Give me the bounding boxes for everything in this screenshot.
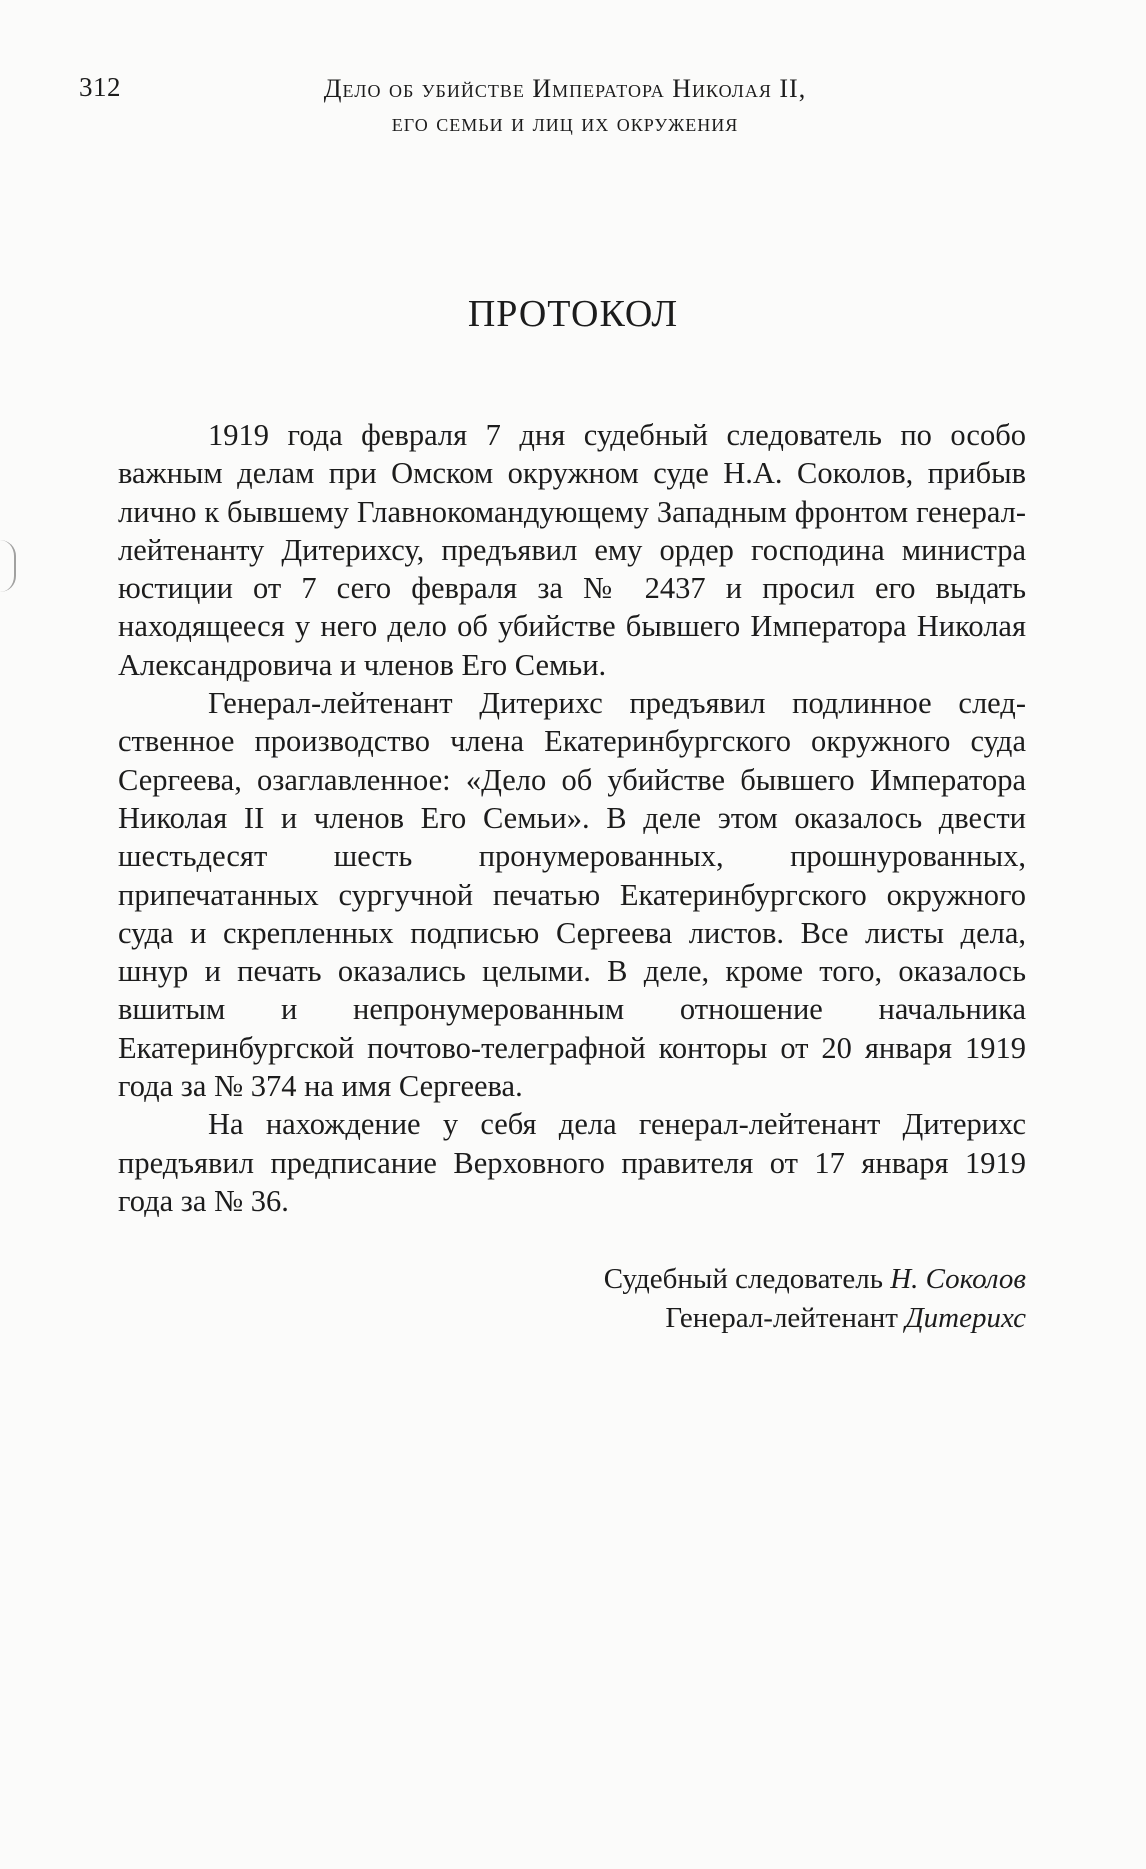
signature-block [604, 1260, 1026, 1338]
document-title: ПРОТОКОЛ [467, 293, 679, 335]
paragraph-2: Генерал-лейтенант Дитерихс предъявил подлинное следственное производство члена Екатеринбургского окружного суда Сергеева, озаглавленное: «Дело об убийстве бывшего Императора Николая II и членов Его Семьи». В деле этом оказалось двести шестьдесят шесть пронумерованных, прошнурованных, припечатанных сургучной печатью Екатеринбургского окружного суда и скрепленных подписью Сергеева листов. Все листы дела, шнур и печать оказались целыми. В деле, кроме того, оказалось вшитым и непронумерованным отношение начальника Екатеринбургской почтово-телеграфной конторы от 20 января 1919 года за № 374 на имя Сергеева. [118, 686, 1026, 1104]
protocol-body [118, 416, 1026, 1220]
paragraph-3: На нахождение у себя дела генерал-лейтенант Дитерихс предъявил предписание Верховного правителя от 17 января 1919 года за № 36. [118, 1107, 1026, 1218]
signature-name: Дитерихс [905, 1302, 1026, 1334]
paragraph-1: 1919 года февраля 7 дня судебный следователь по особо важным делам при Омском окружном суде Н.А. Соколов, прибыв лично к бывшему Главнокомандующему Западным фронтом генерал-лейтенанту Дитерихсу, предъявил ему ордер господина министра юстиции от 7 сего февраля за № 2437 и просил его выдать находящееся у него дело об убийстве бывшего Императора Николая Александровича и членов Его Семьи. [118, 418, 1026, 682]
signature-investigator [604, 1260, 1026, 1299]
signature-role: Судебный следователь [603, 1263, 883, 1295]
running-head-line-2: его семьи и лиц их окружения [391, 108, 739, 137]
signature-general [604, 1299, 1026, 1338]
running-head-line-1: Дело об убийстве Императора Николая II, [323, 74, 807, 103]
signature-role: Генерал-лейтенант [665, 1302, 898, 1334]
signature-name: Н. Соколов [890, 1263, 1026, 1295]
running-head [270, 72, 860, 140]
margin-scan-mark [0, 540, 16, 592]
page-number: 312 [79, 72, 121, 102]
